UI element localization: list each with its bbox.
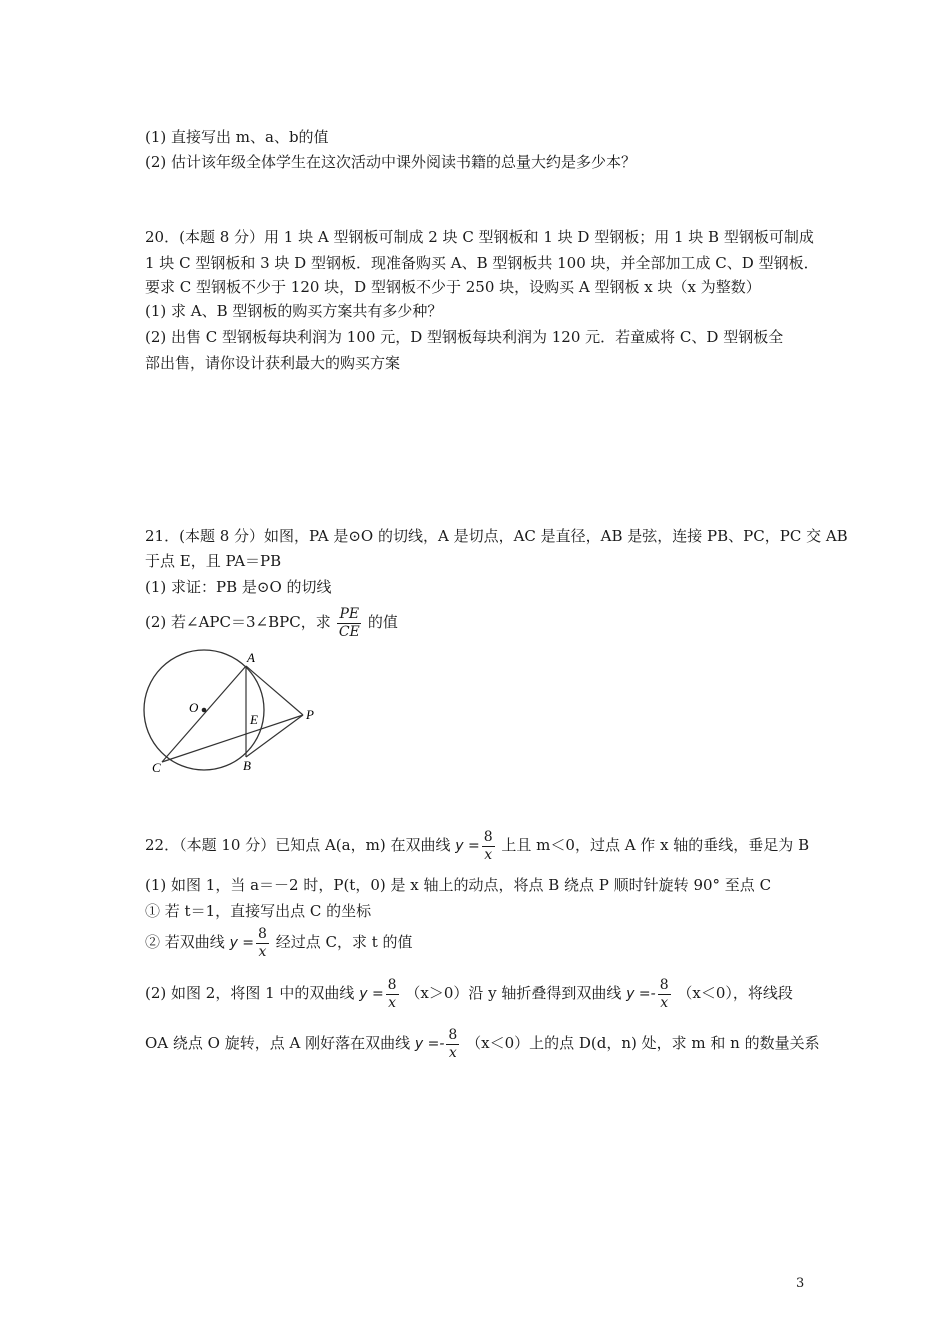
fraction-8-over-x xyxy=(658,977,671,1012)
q22-part2-cont-tail: （x＜0）上的点 D(d，n) 处，求 m 和 n 的数量关系 xyxy=(466,1034,820,1052)
equation-y: y = xyxy=(229,935,255,951)
fraction-numerator: 8 xyxy=(659,976,669,993)
q22-part2-cont xyxy=(145,1025,820,1062)
label-e: E xyxy=(250,712,258,727)
fraction-8-over-x xyxy=(446,1027,459,1062)
q22-part2-tail: （x＜0），将线段 xyxy=(677,984,793,1002)
q21-part2-text: (2) 若∠APC＝3∠BPC，求 xyxy=(145,613,331,631)
q19-part1: (1) 直接写出 m、a、b的值 xyxy=(145,128,329,146)
q22-line1 xyxy=(145,827,809,864)
equation-y: y = xyxy=(455,838,480,854)
circle-tangent-figure xyxy=(140,648,330,778)
equation-y-negative: y =- xyxy=(414,1036,445,1052)
q22-case2-text: ② 若双曲线 xyxy=(145,933,225,951)
q20-line1: 20．(本题 8 分）用 1 块 A 型钢板可制成 2 块 C 型钢板和 1 块 D 型钢板；用 1 块 B 型钢板可制成 xyxy=(145,228,814,246)
q22-line1-tail: 上且 m＜0，过点 A 作 x 轴的垂线，垂足为 B xyxy=(501,836,810,854)
fraction-numerator: 8 xyxy=(448,1026,458,1043)
fraction-denominator: x xyxy=(448,1044,457,1061)
q20-line3: 要求 C 型钢板不少于 120 块，D 型钢板不少于 250 块，设购买 A 型钢板 x 块（x 为整数） xyxy=(145,278,761,296)
q21-part2 xyxy=(145,604,398,641)
q22-case1: ① 若 t＝1，直接写出点 C 的坐标 xyxy=(145,902,372,920)
q20-line2: 1 块 C 型钢板和 3 块 D 型钢板．现准备购买 A、B 型钢板共 100 块，并全部加工成 C、D 型钢板． xyxy=(145,254,819,272)
q22-part2-cont-text: OA 绕点 O 旋转，点 A 刚好落在双曲线 xyxy=(145,1034,411,1052)
fraction-denominator: x xyxy=(388,994,397,1011)
q21-part1: (1) 求证：PB 是⊙O 的切线 xyxy=(145,578,332,596)
fraction-numerator: 8 xyxy=(483,828,493,845)
tangent-pa xyxy=(246,666,303,715)
fraction-denominator: x xyxy=(484,846,493,863)
q22-part1: (1) 如图 1，当 a＝－2 时，P(t，0) 是 x 轴上的动点，将点 B 绕点 P 顺时针旋转 90° 至点 C xyxy=(145,876,772,894)
q22-part2 xyxy=(145,975,793,1012)
q20-part1: (1) 求 A、B 型钢板的购买方案共有多少种？ xyxy=(145,302,443,320)
fraction-8-over-x xyxy=(482,829,495,864)
q21-line1: 21．(本题 8 分）如图，PA 是⊙O 的切线，A 是切点，AC 是直径，AB 是弦，连接 PB、PC，PC 交 AB xyxy=(145,527,848,545)
fraction-denominator: x xyxy=(660,994,669,1011)
label-o: O xyxy=(189,700,199,715)
q20-part2b: 部出售，请你设计获利最大的购买方案 xyxy=(145,354,401,372)
fraction-numerator: 8 xyxy=(387,976,397,993)
q19-part2: (2) 估计该年级全体学生在这次活动中课外阅读书籍的总量大约是多少本？ xyxy=(145,153,637,171)
page-number: 3 xyxy=(796,1276,805,1291)
fraction-numerator: 8 xyxy=(258,925,267,942)
pe-over-ce-fraction xyxy=(337,606,361,641)
center-dot xyxy=(202,708,207,713)
q21-line2: 于点 E，且 PA＝PB xyxy=(145,552,282,570)
q22-part2-mid: （x＞0）沿 y 轴折叠得到双曲线 xyxy=(405,984,622,1002)
label-p: P xyxy=(306,707,314,722)
label-a: A xyxy=(247,650,255,665)
q22-case2-tail: 经过点 C，求 t 的值 xyxy=(275,933,413,951)
equation-y-negative: y =- xyxy=(626,986,656,1002)
q20-part2a: (2) 出售 C 型钢板每块利润为 100 元，D 型钢板每块利润为 120 元．若童威将 C、D 型钢板全 xyxy=(145,328,784,346)
fraction-denominator: CE xyxy=(338,623,360,640)
label-c: C xyxy=(152,760,161,775)
label-b: B xyxy=(243,758,251,773)
q22-part2-text: (2) 如图 2，将图 1 中的双曲线 xyxy=(145,984,355,1002)
fraction-8-over-x xyxy=(386,977,399,1012)
fraction-denominator: x xyxy=(258,943,267,960)
fraction-8-over-x xyxy=(256,926,269,961)
fraction-numerator: PE xyxy=(339,605,360,622)
q21-part2-tail: 的值 xyxy=(367,613,398,631)
q22-line1-text: 22．（本题 10 分）已知点 A(a，m) 在双曲线 xyxy=(145,836,451,854)
q22-case2 xyxy=(145,924,413,961)
equation-y: y = xyxy=(359,986,384,1002)
